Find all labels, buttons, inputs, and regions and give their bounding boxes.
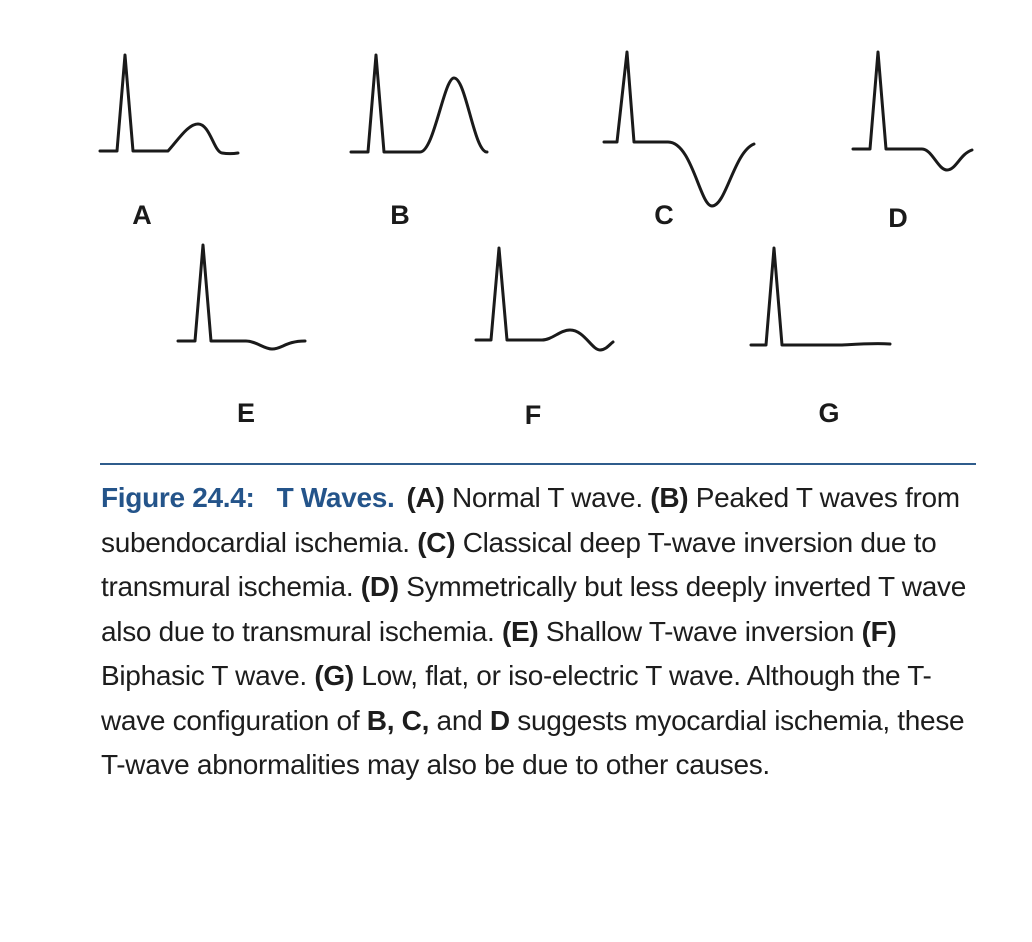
- trace-c-deep-inversion: [604, 52, 754, 206]
- panel-label-b: B: [390, 200, 410, 230]
- caption-text-b: Peaked T waves from subendocardial ischemia.: [101, 482, 960, 558]
- caption-text-a: Normal T wave.: [444, 482, 651, 513]
- panel-label-e: E: [236, 398, 255, 428]
- caption-key-e: (E): [501, 615, 539, 647]
- caption-key-a: (A): [406, 482, 445, 513]
- trace-d-shallow-symmetric-inversion: [853, 52, 972, 170]
- caption-key-b: (B): [650, 482, 689, 513]
- panel-label-a: A: [132, 200, 152, 230]
- caption-text-e: Shallow T-wave inversion: [538, 615, 862, 647]
- caption-text-f: Biphasic T wave.: [101, 660, 315, 691]
- figure-caption: [101, 476, 981, 788]
- caption-text-g: Low, flat, or iso-electric T wave. Although the T-wave configuration of: [101, 660, 932, 736]
- panel-label-f: F: [524, 400, 542, 430]
- panel-label-d: D: [888, 203, 908, 233]
- trace-e-shallow-inversion: [178, 245, 305, 349]
- caption-text-c: Classical deep T-wave inversion due to transmural ischemia.: [101, 526, 937, 602]
- trace-b-peaked-t-wave: [351, 55, 487, 152]
- caption-and: and: [429, 704, 490, 736]
- trace-f-biphasic: [476, 248, 613, 350]
- panel-label-g: G: [818, 398, 840, 428]
- trace-a-normal-t-wave: [100, 55, 238, 154]
- caption-closing: suggests myocardial ischemia, these T-wave abnormalities may also be due to other causes.: [101, 704, 965, 780]
- caption-key-f: (F): [861, 615, 897, 647]
- caption-bold-refs: B, C,: [366, 704, 430, 736]
- caption-key-c: (C): [417, 526, 456, 558]
- figure-title: T Waves.: [276, 482, 395, 513]
- figure-number: Figure 24.4:: [101, 482, 255, 513]
- caption-divider: [100, 463, 976, 465]
- caption-key-d: (D): [360, 571, 399, 602]
- caption-key-g: (G): [314, 660, 354, 691]
- trace-g-flat: [751, 248, 890, 345]
- caption-text-d: Symmetrically but less deeply inverted T wave also due to transmural ischemia.: [101, 571, 966, 647]
- caption-bold-ref-d: D: [489, 704, 510, 736]
- panel-label-c: C: [654, 200, 674, 230]
